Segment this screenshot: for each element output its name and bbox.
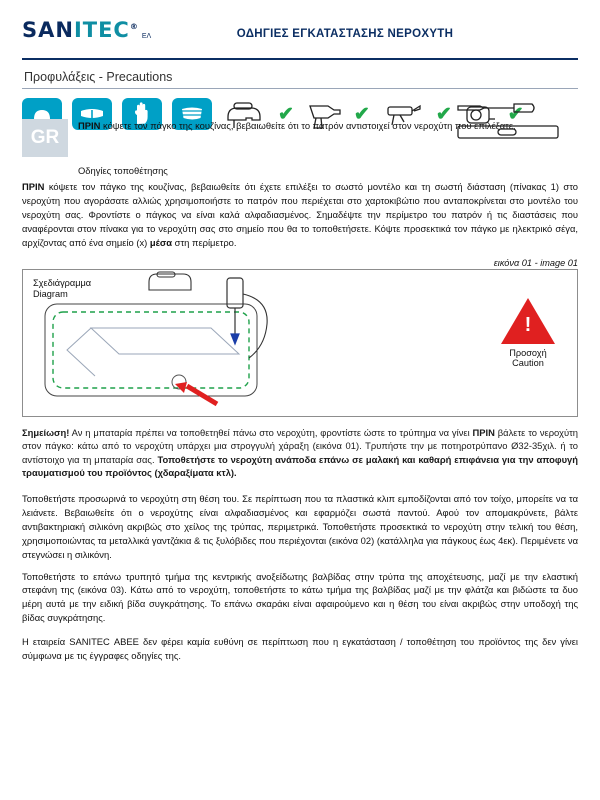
instr-text-end: στη περίμετρο.	[172, 236, 237, 248]
document-title: ΟΔΗΓΙΕΣ ΕΓΚΑΤΑΣΤΑΣΗΣ ΝΕΡΟΧΥΤΗ	[236, 28, 454, 40]
instructions-paragraph-1	[22, 180, 578, 250]
logo-text	[22, 18, 139, 42]
check-mark-icon: ✔	[278, 103, 294, 125]
note-text-2: βάλετε το νεροχύτη στον πάγκο: κάτω από το νεροχύτη υπάρχει μια στρογγυλή χάραξη (εικόνα 01). Τρυπήστε την με ποτηροτρύπανο Ø32-35χιλ. ή το αντίστοιχο για τη μπαταρία σας.	[22, 426, 578, 465]
paragraph-3: Τοποθετήστε το επάνω τρυπητό τμήμα της κεντρικής ανοξείδωτης βαλβίδας στην τρύπα της αποχέτευσης, μαζί με την ελαστική στεφάνη της (εικόνα 03). Κάτω από το νεροχύτη, τοποθετήστε το κάτω τμήμα της βαλβίδας μαζί με την φλάτζα και βιδώστε τα δυο μέρη αυτά με την ειδική βίδα συγκράτησης. Το επάνω σκαράκι είναι αφαιρούμενο και η θέση του είναι ακριβώς στην υποδοχή της βίδας συγκράτησης.	[22, 570, 578, 624]
header-rule	[22, 58, 578, 60]
logo-accent: ITEC	[73, 18, 130, 42]
check-mark-icon: ✔	[353, 103, 370, 125]
note-block	[22, 426, 578, 481]
gr-warning-bold: ΠΡΙΝ	[78, 120, 101, 131]
note-bold-simiosi: Σημείωση!	[22, 426, 70, 438]
gr-warning-text	[78, 119, 516, 157]
disclaimer: Η εταιρεία SANITEC ΑΒΕΕ δεν φέρει καμία ευθύνη σε περίπτωση που η εγκατάσταση / τοποθέτηση του προϊόντος της δεν γίνει σύμφωνα με τις έγγραφες οδηγίες της.	[22, 636, 578, 662]
check-mark-icon: ✔	[435, 103, 452, 125]
logo-subtext: ΕΛ	[141, 33, 152, 40]
instr-bold-mesa: μέσα	[149, 236, 173, 248]
note-bold-prin: ΠΡΙΝ	[472, 426, 495, 438]
caution-label-gr: Προσοχή	[509, 347, 547, 358]
sanitec-logo	[22, 18, 172, 42]
caution-block	[501, 298, 555, 368]
figure-label-en: Diagram	[33, 289, 68, 300]
caution-label-en: Caution	[512, 357, 544, 368]
figure-drawing	[31, 270, 371, 416]
hand-tools-group	[454, 96, 574, 149]
precautions-rule	[22, 88, 578, 89]
logo-registered: ®	[129, 22, 139, 31]
instructions-heading: Οδηγίες τοποθέτησης	[78, 165, 168, 176]
paragraph-2: Τοποθετήστε προσωρινά το νεροχύτη στη θέση του. Σε περίπτωση που τα πλαστικά κλιπ εμποδίζονται από τον τοίχο, μπορείτε να τα λειάνετε. Βεβαιωθείτε ότι ο νεροχύτης είναι αλφαδιασμένος και εφαρμόζει σωστά παντού. Αφού τον απομακρύνετε, βάλτε αντιβακτηριακή σιλικόνη ακριβώς στο χείλος της τρύπας, περιμετρικά. Τοποθετήστε προσεκτικά το νεροχύτη στην τελική του θέση, χρησιμοποιώντας τα μεταλλικά γαντζάκια & τις ξυλόβιδες που περιέχονται (εικόνα 02) (κατάλληλα για πάγκους έως 4εκ). Περιμένετε να στεγνώσει η σιλικόνη.	[22, 493, 578, 560]
note-text-1: Αν η μπαταρία πρέπει να τοποθετηθεί πάνω στο νεροχύτη, φροντίστε ώστε το τρύπημα να γίνει	[69, 426, 473, 438]
figure-label-gr: Σχεδιάγραμμα	[33, 277, 92, 288]
figure-caption: εικόνα 01 - image 01	[493, 257, 578, 268]
instr-bold-prin: ΠΡΙΝ	[22, 181, 45, 192]
document-header	[22, 18, 578, 56]
check-mark-icon: ✔	[507, 103, 524, 125]
precautions-title: Προφυλάξεις - Precautions	[24, 70, 173, 84]
logo-main: SAN	[22, 18, 74, 42]
instr-text-main: κόψετε τον πάγκο της κουζίνας, βεβαιωθείτε ότι έχετε επιλέξει το σωστό μοντέλο και τη σωστή διάσταση (πίνακας 1) στο νεροχύτη που αγοράσατε αλλιώς χρησιμοποιήστε το πατρόν που περιέχεται στο χαρτοκιβώτιο που ανταποκρίνεται στο μοντέλο του νεροχύτη σας. Φροντίστε ο πάγκος να είναι καλά αλφαδιασμένος. Σημαδέψτε την περίμετρο του πατρόν ή τις διαστάσεις που αναφέρονται στον πίνακα για το νεροχύτη σας στο σημείο που θα το τοποθετήσετε. Κόψτε προσεκτικά τον πάγκο με ηλεκτρικό σέγα, αρχίζοντας από ένα σημείο (x)	[22, 181, 578, 248]
gr-badge: GR	[22, 119, 68, 157]
note-bold-placement: Τοποθετήστε το νεροχύτη ανάποδα επάνω σε μαλακή και καθαρή επιφάνεια για την αποφυγή τραυματισμού του προϊόντος (χδαραξίματα κτλ).	[22, 453, 578, 479]
warning-triangle-icon	[501, 298, 555, 344]
figure-diagram	[22, 269, 578, 417]
gr-warning-rest: κόψετε τον πάγκο της κουζίνας, βεβαιωθείτε ότι το πατρόν αντιστοιχεί στον νεροχύτη που επιλέξατε.	[100, 120, 516, 131]
